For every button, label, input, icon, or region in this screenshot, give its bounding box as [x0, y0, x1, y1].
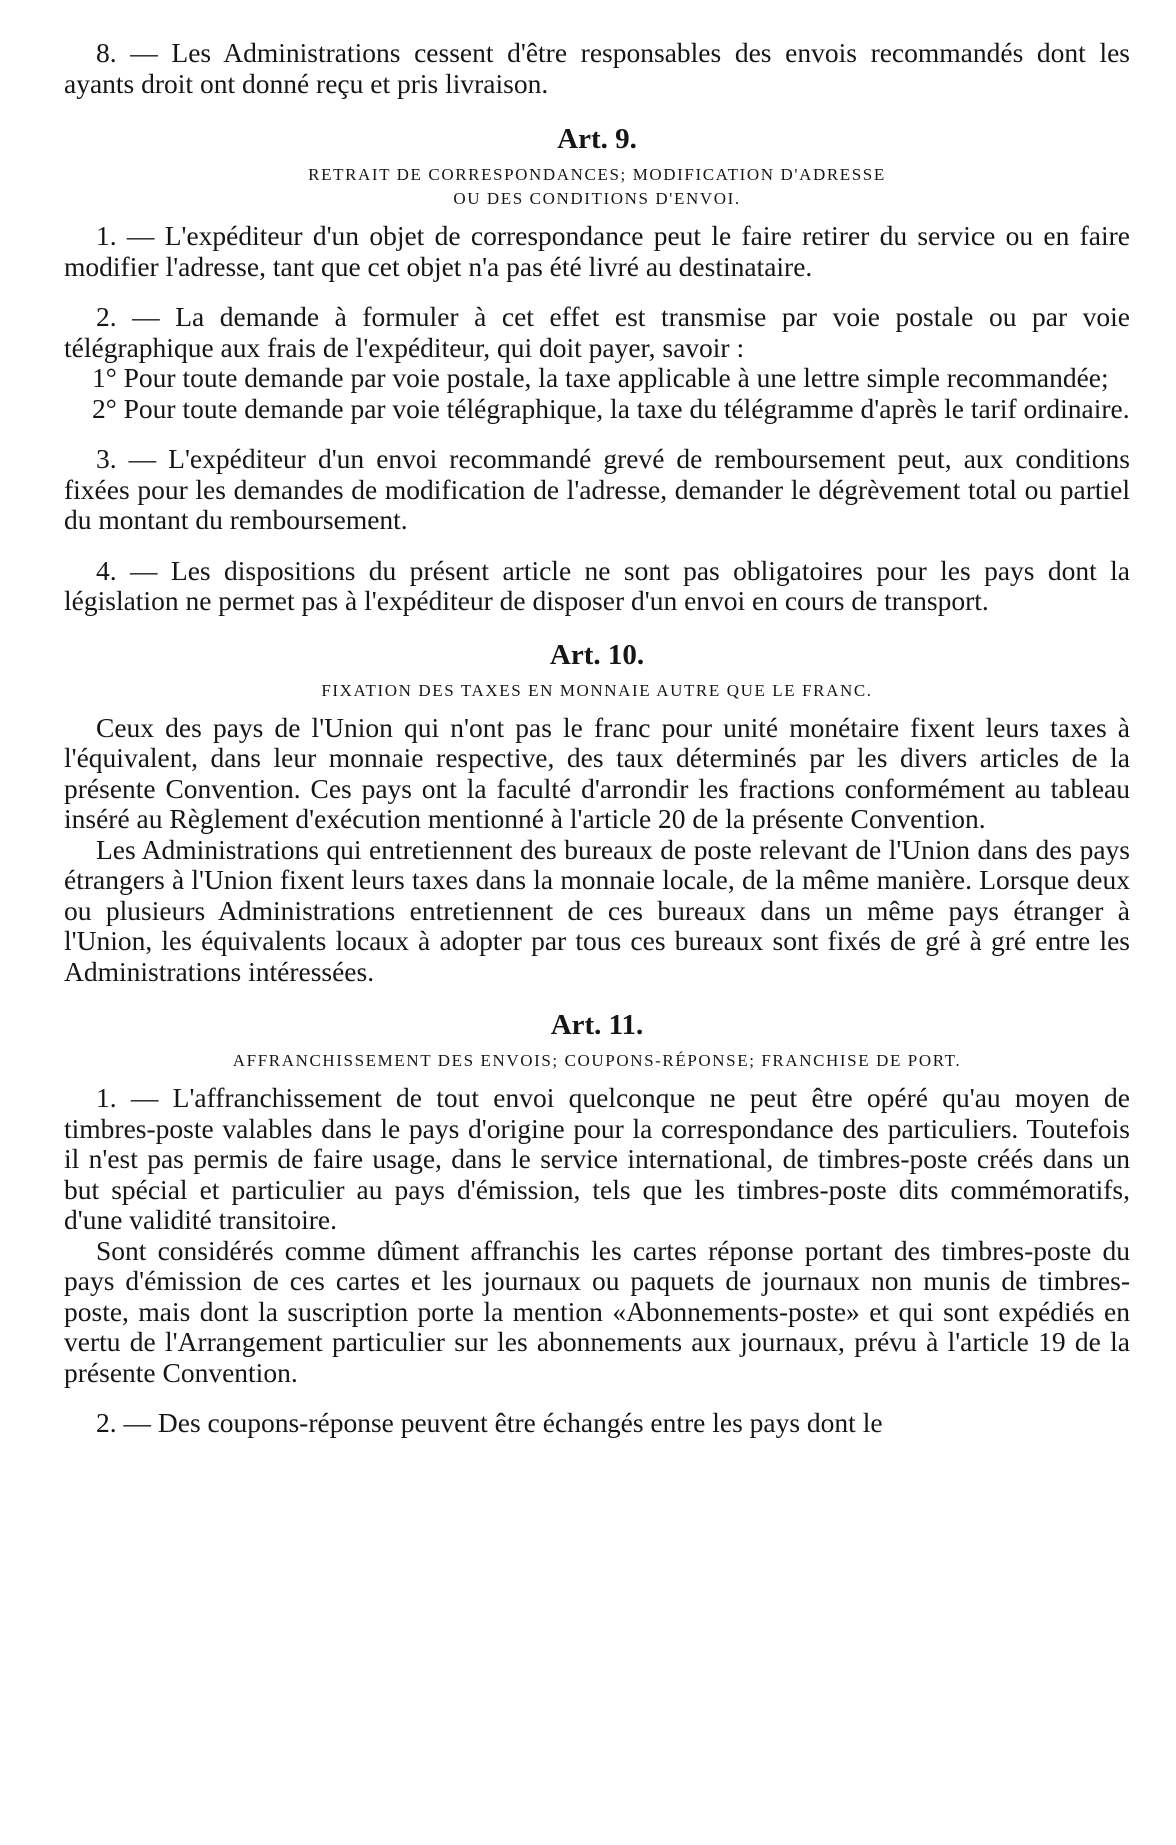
paragraph-art9-item3: 3. — L'expéditeur d'un envoi recommandé grevé de remboursement peut, aux conditions fixées pour les demandes de modification de l'adresse, demander le dégrèvement total ou partiel du montant du remboursement.: [64, 443, 1130, 535]
paragraph-art11-item1: 1. — L'affranchissement de tout envoi quelconque ne peut être opéré qu'au moyen de timbres-poste valables dans le pays d'origine pour la correspondance des particuliers. Toutefois il n'est pas permis de faire usage, dans le service international, de timbres-poste créés dans un but spécial et particulier au pays d'émission, tels que les timbres-poste dits commémoratifs, d'une validité transitoire.: [64, 1082, 1130, 1235]
article-10-section: [64, 639, 1130, 988]
paragraph-art9-item2: 2. — La demande à formuler à cet effet est transmise par voie postale ou par voie télégraphique aux frais de l'expéditeur, qui doit payer, savoir :: [64, 301, 1130, 363]
article-11-section: [64, 1009, 1130, 1439]
article-9-heading-line2: OU DES CONDITIONS D'ENVOI.: [453, 189, 741, 208]
paragraph-art9-item2-sub2: 2° Pour toute demande par voie télégraphique, la taxe du télégramme d'après le tarif ordinaire.: [92, 392, 1130, 424]
paragraph-art9-item2-sub1: 1° Pour toute demande par voie postale, la taxe applicable à une lettre simple recommandée;: [92, 362, 1109, 393]
article-10-heading: FIXATION DES TAXES EN MONNAIE AUTRE QUE LE FRANC.: [321, 680, 873, 700]
document-page: [64, 38, 1130, 1439]
paragraph-art11-item2: 2. — Des coupons-réponse peuvent être échangés entre les pays dont le: [96, 1407, 883, 1438]
article-11-title: Art. 11.: [550, 1009, 644, 1041]
paragraph-art9-item1: 1. — L'expéditeur d'un objet de correspondance peut le faire retirer du service ou en faire modifier l'adresse, tant que cet objet n'a pas été livré au destinataire.: [64, 220, 1130, 282]
article-9-title: Art. 9.: [557, 123, 637, 155]
paragraph-art10-1: Ceux des pays de l'Union qui n'ont pas le franc pour unité monétaire fixent leurs taxes à l'équivalent, dans leur monnaie respective, des taux déterminés par les divers articles de la présente Convention. Ces pays ont la faculté d'arrondir les fractions conformément au tableau inséré au Règlement d'exécution mentionné à l'article 20 de la présente Convention.: [64, 711, 1130, 834]
article-10-title: Art. 10.: [549, 638, 645, 671]
article-11-heading: AFFRANCHISSEMENT DES ENVOIS; COUPONS-RÉPONSE; FRANCHISE DE PORT.: [232, 1051, 962, 1070]
paragraph-art11-item1-b: Sont considérés comme dûment affranchis les cartes réponse portant des timbres-poste du pays d'émission de ces cartes et les journaux ou paquets de journaux non munis de timbres-poste, mais dont la suscription porte la mention «Abonnements-poste» et qui sont expédiés en vertu de l'Arrangement particulier sur les abonnements aux journaux, prévu à l'article 19 de la présente Convention.: [64, 1234, 1130, 1388]
article-9-section: [64, 123, 1130, 617]
paragraph-art8-item8: 8. — Les Administrations cessent d'être responsables des envois recommandés dont les ayants droit ont donné reçu et pris livraison.: [64, 37, 1130, 99]
paragraph-art10-2: Les Administrations qui entretiennent des bureaux de poste relevant de l'Union dans des pays étrangers à l'Union fixent leurs taxes dans la monnaie locale, de la même manière. Lorsque deux ou plusieurs Administrations entretiennent de ces bureaux dans un même pays étranger à l'Union, les équivalents locaux à adopter par tous ces bureaux sont fixés de gré à gré entre les Administrations intéressées.: [64, 833, 1130, 987]
article-9-heading-line1: RETRAIT DE CORRESPONDANCES; MODIFICATION D'ADRESSE: [308, 165, 886, 184]
paragraph-art9-item4: 4. — Les dispositions du présent article ne sont pas obligatoires pour les pays dont la législation ne permet pas à l'expéditeur de disposer d'un envoi en cours de transport.: [64, 554, 1130, 616]
